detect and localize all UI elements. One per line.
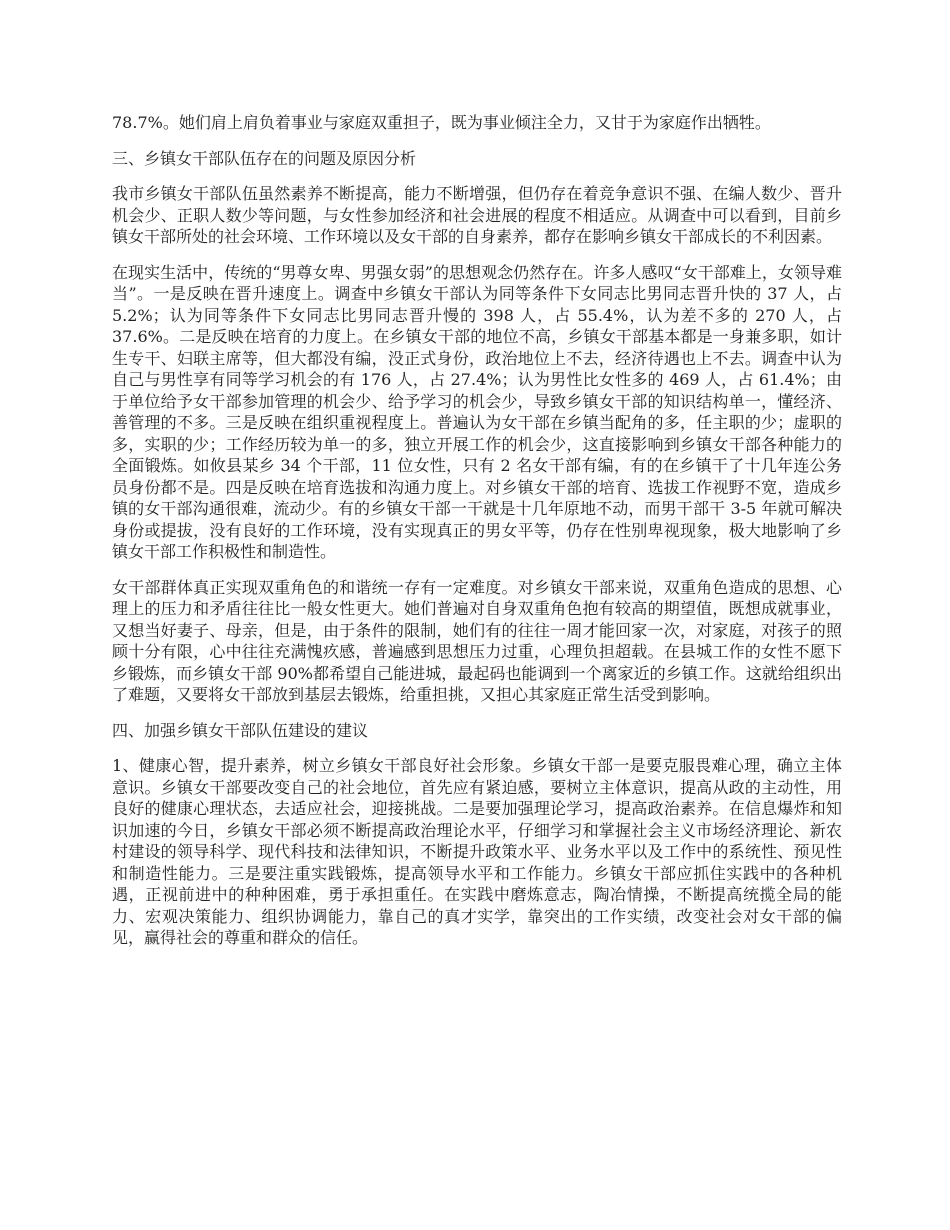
paragraph-continuation: 78.7%。她们肩上肩负着事业与家庭双重担子，既为事业倾注全力，又甘于为家庭作出牺牲。 — [112, 113, 771, 132]
section-heading-4: 四、加强乡镇女干部队伍建设的建议 — [112, 720, 369, 740]
paragraph-suggestion-1: 1、健康心智，提升素养，树立乡镇女干部良好社会形象。乡镇女干部一是要克服畏难心理，确立主体意识。乡镇女干部要改变自己的社会地位，首先应有紧迫感，要树立主体意识，提高从政的主动性，用良好的健康心理状态，去适应社会，迎接挑战。二是要加强理论学习，提高政治素养。在信息爆炸和知识加速的今日，乡镇女干部必须不断提高政治理论水平，仔细学习和掌握社会主义市场经济理论、新农村建设的领导科学、现代科技和法律知识，不断提升政策水平、业务水平以及工作中的系统性、预见性和制造性能力。三是要注重实践锻炼，提高领导水平和工作能力。乡镇女干部应抓住实践中的各种机遇，正视前进中的种种困难，勇于承担重任。在实践中磨炼意志，陶冶情操，不断提高统揽全局的能力、宏观决策能力、组织协调能力，靠自己的真才实学，靠突出的工作实绩，改变社会对女干部的偏见，赢得社会的尊重和群众的信任。 — [112, 756, 842, 947]
document-page — [112, 112, 842, 963]
paragraph-dual-roles: 女干部群体真正实现双重角色的和谐统一存有一定难度。对乡镇女干部来说，双重角色造成的思想、心理上的压力和矛盾往往比一般女性更大。她们普遍对自身双重角色抱有较高的期望值，既想成就事业，又想当好妻子、母亲，但是，由于条件的限制，她们有的往往一周才能回家一次，对家庭，对孩子的照顾十分有限，心中往往充满愧疚感，普遍感到思想压力过重，心理负担超载。在县城工作的女性不愿下乡锻炼，而乡镇女干部 90%都希望自己能进城，最起码也能调到一个离家近的乡镇工作。这就给组织出了难题，又要将女干部放到基层去锻炼，给重担挑，又担心其家庭正常生活受到影响。 — [112, 577, 842, 704]
section-heading-3: 三、乡镇女干部队伍存在的问题及原因分析 — [112, 148, 417, 168]
paragraph-social-environment: 在现实生活中，传统的“男尊女卑、男强女弱”的思想观念仍然存在。许多人感叹“女干部难上，女领导难当”。一是反映在晋升速度上。调查中乡镇女干部认为同等条件下女同志比男同志晋升快的 37 人，占 5.2%；认为同等条件下女同志比男同志晋升慢的 398 人，占 55.4%，认为差不多的 270 人，占 37.6%。二是反映在培育的力度上。在乡镇女干部的地位不高，乡镇女干部基本都是一身兼多职，如计生专干、妇联主席等，但大都没有编，没正式身份，政治地位上不去，经济待遇也上不去。调查中认为自己与男性享有同等学习机会的有 176 人，占 27.4%；认为男性比女性多的 469 人，占 61.4%；由于单位给予女干部参加管理的机会少、给予学习的机会少，导致乡镇女干部的知识结构单一，懂经济、善管理的不多。三是反映在组织重视程度上。普遍认为女干部在乡镇当配角的多，任主职的少；虚职的多，实职的少；工作经历较为单一的多，独立开展工作的机会少，这直接影响到乡镇女干部各种能力的全面锻炼。如攸县某乡 34 个干部，11 位女性，只有 2 名女干部有编，有的在乡镇干了十几年连公务员身份都不是。四是反映在培育选拔和沟通力度上。对乡镇女干部的培育、选拔工作视野不宽，造成乡镇的女干部沟通很难，流动少。有的乡镇女干部一干就是十几年原地不动，而男干部干 3-5 年就可解决身份或提拔，没有良好的工作环境，没有实现真正的男女平等，仍存在性别卑视现象，极大地影响了乡镇女干部工作积极性和制造性。 — [112, 262, 842, 561]
paragraph-overview: 我市乡镇女干部队伍虽然素养不断提高，能力不断增强，但仍存在着竞争意识不强、在编人数少、晋升机会少、正职人数少等问题，与女性参加经济和社会进展的程度不相适应。从调查中可以看到，目前乡镇女干部所处的社会环境、工作环境以及女干部的自身素养，都存在影响乡镇女干部成长的不利因素。 — [112, 184, 842, 246]
